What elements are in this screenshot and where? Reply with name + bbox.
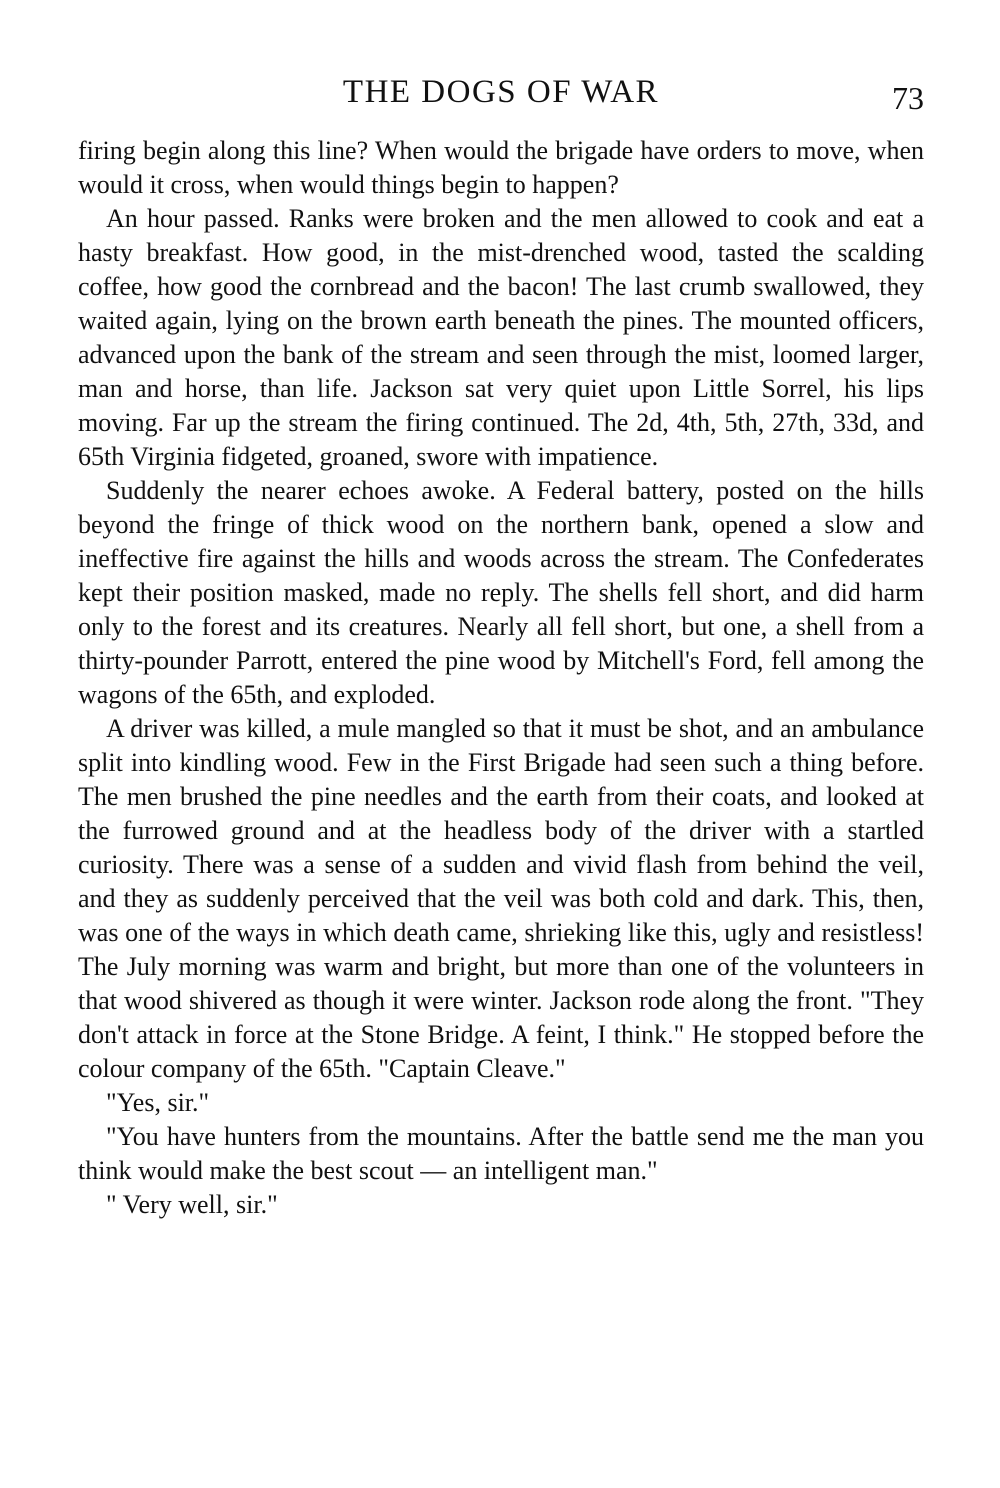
paragraph-continued: firing begin along this line? When would the brigade have orders to move, when would it cross, when would things begin to happen? (78, 136, 924, 199)
dialogue-line: "You have hunters from the mountains. After the battle send me the man you think would make the best scout — an intelligent man." (78, 1122, 924, 1185)
paragraph: A driver was killed, a mule mangled so that it must be shot, and an ambulance split into kindling wood. Few in the First Brigade had seen such a thing before. The men brushed the pine needles and the earth from their coats, and looked at the furrowed ground and at the headless body of the driver with a startled curiosity. There was a sense of a sudden and vivid flash from behind the veil, and they as suddenly perceived that the veil was both cold and dark. This, then, was one of the ways in which death came, shrieking like this, ugly and resistless! The July morning was warm and bright, but more than one of the volunteers in that wood shivered as though it were winter. Jackson rode along the front. "They don't attack in force at the Stone Bridge. A feint, I think." He stopped before the colour company of the 65th. "Captain Cleave." (78, 714, 924, 1083)
page-number: 73 (892, 80, 924, 116)
dialogue-line: "Yes, sir." (106, 1088, 210, 1117)
running-header (78, 70, 924, 134)
paragraph: Suddenly the nearer echoes awoke. A Federal battery, posted on the hills beyond the fringe of thick wood on the northern bank, opened a slow and ineffective fire against the hills and woods across the stream. The Confederates kept their position masked, made no reply. The shells fell short, and did harm only to the forest and its creatures. Nearly all fell short, but one, a shell from a thirty-pounder Parrott, entered the pine wood by Mitchell's Ford, fell among the wagons of the 65th, and exploded. (78, 476, 924, 709)
book-page (78, 70, 924, 1222)
dialogue-line: " Very well, sir." (106, 1190, 278, 1219)
running-title: THE DOGS OF WAR (342, 74, 660, 110)
paragraph: An hour passed. Ranks were broken and the men allowed to cook and eat a hasty breakfast. How good, in the mist-drenched wood, tasted the scalding coffee, how good the cornbread and the bacon! The last crumb swallowed, they waited again, lying on the brown earth beneath the pines. The mounted officers, advanced upon the bank of the stream and seen through the mist, loomed larger, man and horse, than life. Jackson sat very quiet upon Little Sorrel, his lips moving. Far up the stream the firing continued. The 2d, 4th, 5th, 27th, 33d, and 65th Virginia fidgeted, groaned, swore with impatience. (78, 204, 924, 471)
body-text (78, 134, 924, 1222)
